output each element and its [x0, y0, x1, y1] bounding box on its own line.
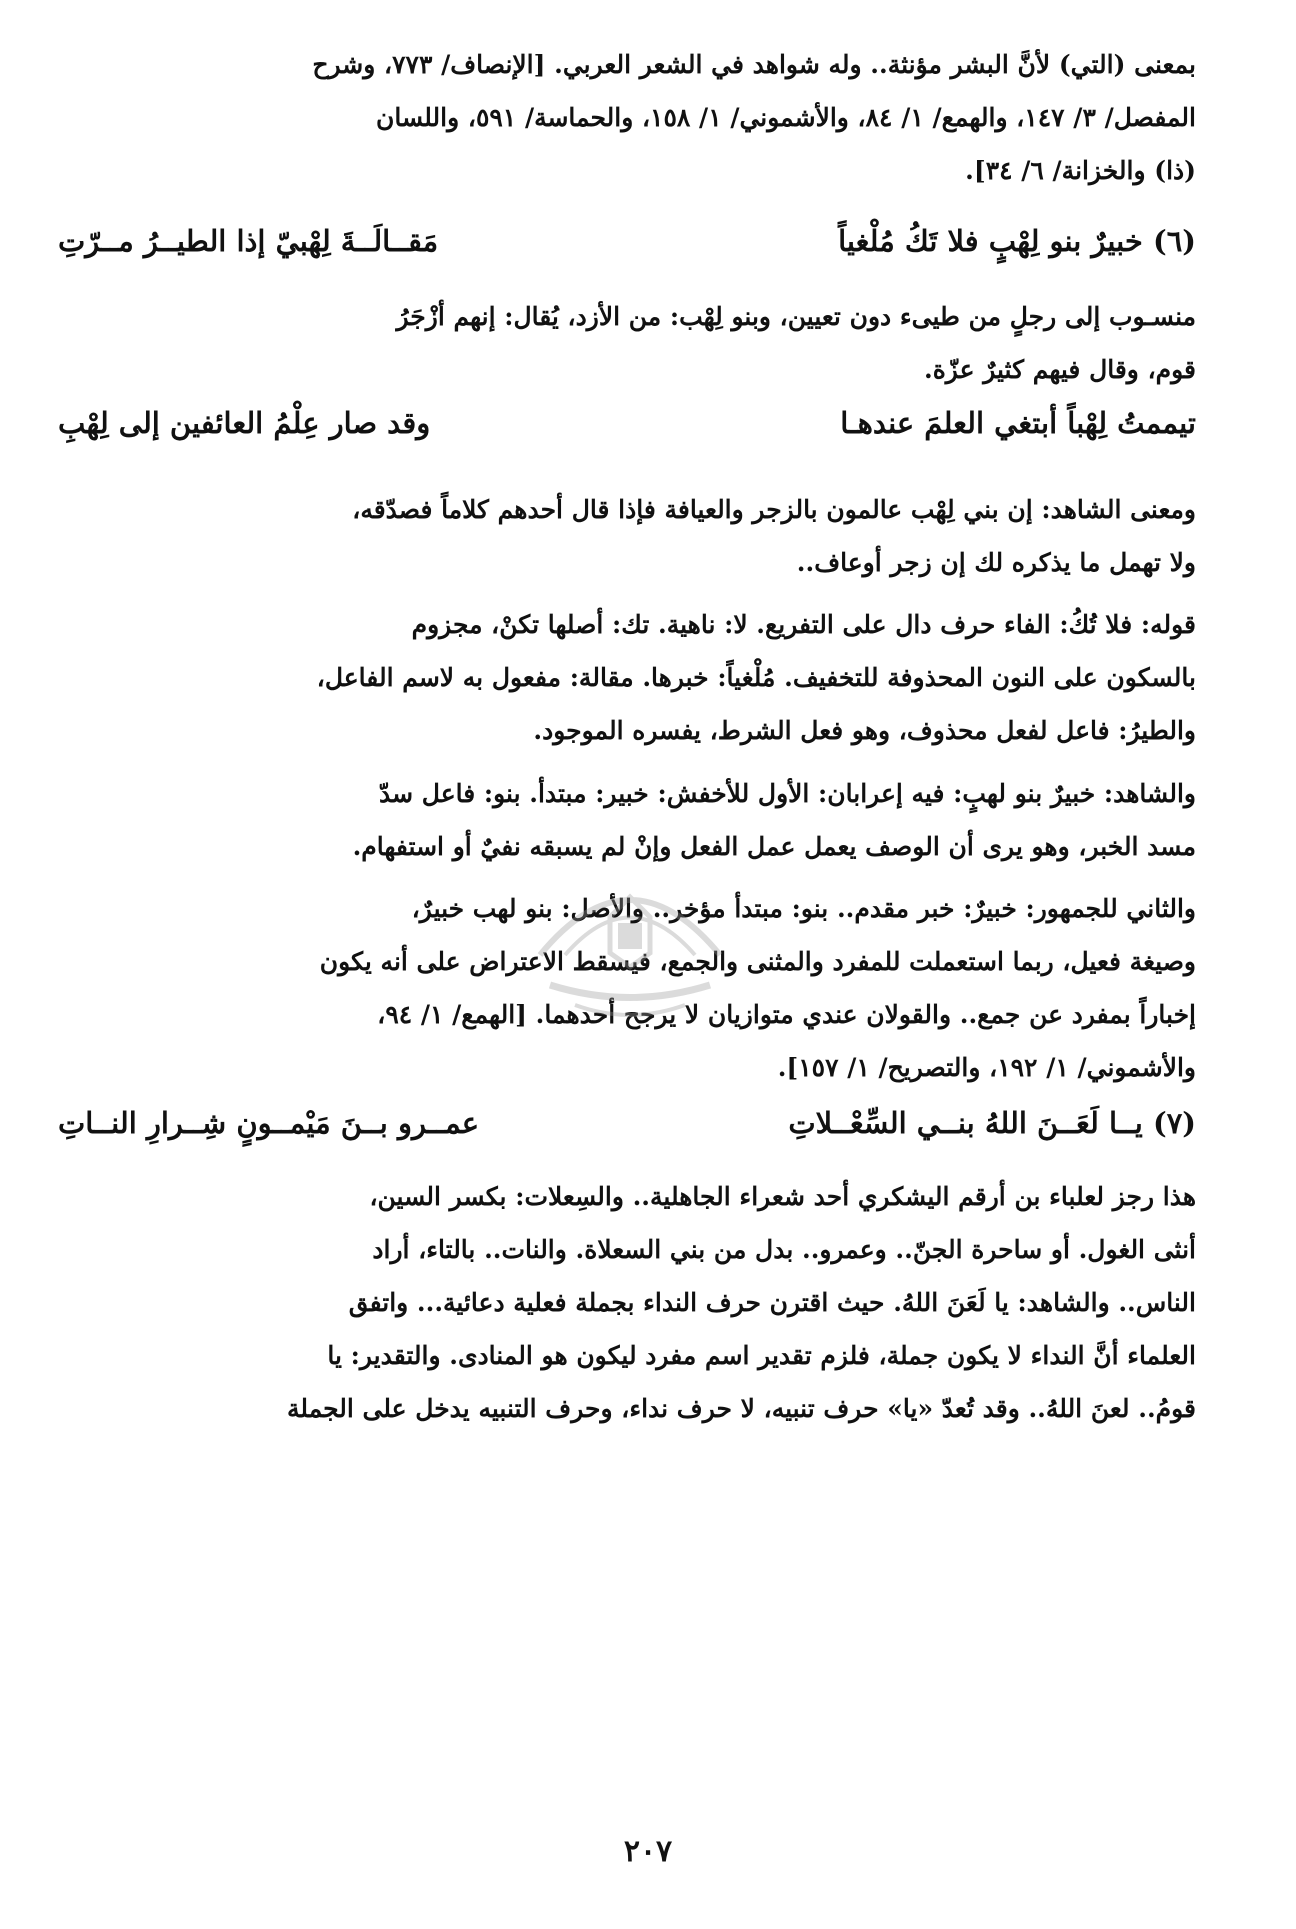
text-line: وصيغة فعيل، ربما استعملت للمفرد والمثنى والجمع، فيسقط الاعتراض على أنه يكون [319, 947, 1196, 976]
paragraph-rajaz [58, 1170, 1196, 1435]
text-line: قوله: فلا تُكُ: الفاء حرف دال على التفريع. لا: ناهية. تك: أصلها تكنْ، مجزوم [411, 610, 1196, 639]
text-line: إخباراً بمفرد عن جمع.. والقولان عندي متوازيان لا يرجح أحدهما. [الهمع/ ١/ ٩٤، [377, 1000, 1196, 1029]
text-line: والثاني للجمهور: خبيرٌ: خبر مقدم.. بنو: مبتدأ مؤخر.. والأصل: بنو لهب خبيرٌ، [411, 894, 1196, 923]
verse-first-hemistich: (٦) خبيرٌ بنو لِهْبٍ فلا تَكُ مُلْغياً [838, 224, 1196, 258]
text-line: بمعنى (التي) لأنَّ البشر مؤنثة.. وله شواهد في الشعر العربي. [الإنصاف/ ٧٧٣، وشرح [312, 50, 1196, 79]
verse-second-hemistich: مَقــالَــةَ لِهْبيّ إذا الطيــرُ مــرّتِ [58, 224, 439, 258]
text-line: الناس.. والشاهد: يا لَعَنَ اللهُ. حيث اقترن حرف النداء بجملة فعلية دعائية... واتفق [348, 1288, 1196, 1317]
paragraph-attribution [58, 290, 1196, 396]
paragraph-references-1 [58, 38, 1196, 197]
text-line: العلماء أنَّ النداء لا يكون جملة، فلزم تقدير اسم مفرد ليكون هو المنادى. والتقدير: يا [327, 1341, 1196, 1370]
text-line: أنثى الغول. أو ساحرة الجنّ.. وعمرو.. بدل من بني السعلاة. والنات.. بالتاء، أراد [372, 1235, 1196, 1264]
verse-first-hemistich: تيممتُ لِهْباً أبتغي العلمَ عندهـا [840, 406, 1196, 440]
text-line: المفصل/ ٣/ ١٤٧، والهمع/ ١/ ٨٤، والأشموني/ ١/ ١٥٨، والحماسة/ ٥٩١، واللسان [375, 103, 1196, 132]
page-number: ٢٠٧ [623, 1834, 673, 1869]
verse-second-hemistich: وقد صار عِلْمُ العائفين إلى لِهْبِ [58, 406, 431, 440]
text-line: ومعنى الشاهد: إن بني لِهْب عالمون بالزجر والعيافة فإذا قال أحدهم كلاماً فصدّقه، [352, 495, 1196, 524]
text-line: (ذا) والخزانة/ ٦/ ٣٤]. [965, 156, 1196, 185]
text-line: قوم، وقال فيهم كثيرٌ عزّة. [924, 355, 1196, 384]
text-line: قومُ.. لعنَ اللهُ.. وقد تُعدّ «يا» حرف تنبيه، لا حرف نداء، وحرف التنبيه يدخل على الجملة [287, 1394, 1196, 1423]
verse-second-hemistich: عمــرو بــنَ مَيْمــونٍ شِــرارِ النــاتِ [58, 1106, 480, 1140]
text-line: بالسكون على النون المحذوفة للتخفيف. مُلْغياً: خبرها. مقالة: مفعول به لاسم الفاعل، [316, 663, 1196, 692]
verse-first-hemistich: (٧) يــا لَعَــنَ اللهُ بنــي السِّعْــلاتِ [788, 1106, 1196, 1140]
text-line: والأشموني/ ١/ ١٩٢، والتصريح/ ١/ ١٥٧]. [777, 1053, 1196, 1082]
paragraph-meaning [58, 483, 1196, 589]
library-seal-watermark-icon [520, 835, 740, 1035]
text-line: والشاهد: خبيرٌ بنو لهبٍ: فيه إعرابان: الأول للأخفش: خبير: مبتدأ. بنو: فاعل سدّ [379, 779, 1196, 808]
verse-6 [58, 218, 1196, 278]
text-line: هذا رجز لعلباء بن أرقم اليشكري أحد شعراء الجاهلية.. والسِعلات: بكسر السين، [369, 1182, 1196, 1211]
text-line: مسد الخبر، وهو يرى أن الوصف يعمل عمل الفعل وإنْ لم يسبقه نفيٌ أو استفهام. [352, 832, 1196, 861]
verse-7 [58, 1100, 1196, 1160]
text-line: والطيرُ: فاعل لفعل محذوف، وهو فعل الشرط، يفسره الموجود. [533, 716, 1196, 745]
verse-kuthayyir [58, 400, 1196, 460]
text-line: منسـوب إلى رجلٍ من طيىء دون تعيين، وبنو لِهْب: من الأزد، يُقال: إنهم أزْجَرُ [396, 302, 1196, 331]
paragraph-parsing [58, 598, 1196, 757]
text-line: ولا تهمل ما يذكره لك إن زجر أوعاف.. [796, 548, 1196, 577]
